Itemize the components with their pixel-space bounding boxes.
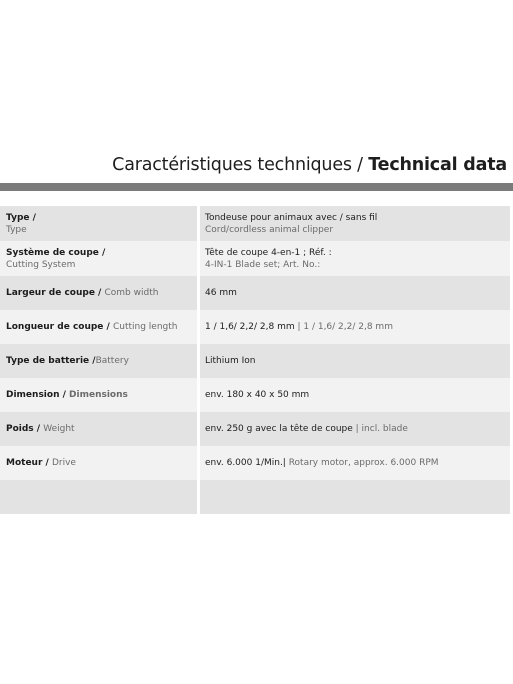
label-english: Type bbox=[6, 224, 27, 235]
value-cell bbox=[200, 378, 510, 412]
label-english: Weight bbox=[43, 424, 75, 434]
value-line bbox=[205, 423, 505, 435]
value-french: 1 / 1,6/ 2,2/ 2,8 mm bbox=[205, 322, 298, 332]
title-english: Technical data bbox=[368, 155, 507, 175]
label-cell bbox=[0, 378, 197, 412]
label-line bbox=[6, 321, 191, 333]
table-row-cutting-system bbox=[0, 241, 510, 276]
value-french: env. 250 g avec la tête de coupe bbox=[205, 424, 353, 434]
value-cell bbox=[200, 446, 510, 480]
value-cell bbox=[200, 344, 510, 378]
value-french: env. 180 x 40 x 50 mm bbox=[205, 390, 310, 400]
label-cell bbox=[0, 206, 197, 241]
value-english: | 1 / 1,6/ 2,2/ 2,8 mm bbox=[297, 322, 393, 332]
label-french: Moteur / bbox=[6, 458, 52, 468]
value-french: 46 mm bbox=[205, 288, 237, 298]
value-french: Tête de coupe 4-en-1 ; Réf. : bbox=[205, 247, 332, 258]
value-english: Rotary motor, approx. 6.000 RPM bbox=[288, 458, 439, 468]
table-row-type bbox=[0, 206, 510, 241]
label-cell bbox=[0, 480, 197, 514]
label-line bbox=[6, 389, 191, 401]
value-french: Tondeuse pour animaux avec / sans fil bbox=[205, 212, 378, 223]
table-row-weight bbox=[0, 412, 510, 446]
label-cell bbox=[0, 241, 197, 276]
label-line bbox=[6, 457, 191, 469]
label-cell bbox=[0, 344, 197, 378]
value-line bbox=[205, 457, 505, 469]
label-french: Dimension / bbox=[6, 390, 70, 400]
label-french: Type / bbox=[6, 212, 36, 223]
title-french: Caractéristiques techniques / bbox=[112, 155, 369, 175]
value-cell bbox=[200, 310, 510, 344]
label-french: Système de coupe / bbox=[6, 247, 106, 258]
value-french: env. 6.000 1/Min.| bbox=[205, 458, 289, 468]
label-french: Longueur de coupe / bbox=[6, 322, 113, 332]
label-english: Drive bbox=[51, 458, 76, 468]
value-english: 4-IN-1 Blade set; Art. No.: bbox=[205, 259, 321, 270]
label-english: Cutting length bbox=[112, 322, 178, 332]
table-row-drive bbox=[0, 446, 510, 480]
value-cell bbox=[200, 241, 510, 276]
table-row-empty bbox=[0, 480, 510, 514]
label-line bbox=[6, 287, 191, 299]
value-english: | incl. blade bbox=[355, 424, 408, 434]
label-english: Comb width bbox=[104, 288, 159, 298]
value-cell bbox=[200, 276, 510, 310]
value-cell bbox=[200, 480, 510, 514]
label-french: Largeur de coupe / bbox=[6, 288, 105, 298]
page-title bbox=[112, 153, 507, 177]
value-french: Lithium Ion bbox=[205, 356, 256, 366]
value-line bbox=[205, 321, 505, 333]
label-line bbox=[6, 355, 191, 367]
table-row-comb-width bbox=[0, 276, 510, 310]
value-cell bbox=[200, 206, 510, 241]
label-line bbox=[6, 423, 191, 435]
label-cell bbox=[0, 310, 197, 344]
label-french: Type de batterie / bbox=[6, 356, 96, 366]
technical-data-table bbox=[0, 206, 510, 514]
label-english: Battery bbox=[95, 356, 129, 366]
label-french: Poids / bbox=[6, 424, 44, 434]
table-row-dimensions bbox=[0, 378, 510, 412]
table-row-cutting-length bbox=[0, 310, 510, 344]
title-divider-bar bbox=[0, 183, 513, 191]
label-english: Cutting System bbox=[6, 259, 76, 270]
label-cell bbox=[0, 412, 197, 446]
value-english: Cord/cordless animal clipper bbox=[205, 224, 334, 235]
table-row-battery bbox=[0, 344, 510, 378]
label-english: Dimensions bbox=[69, 390, 128, 400]
value-cell bbox=[200, 412, 510, 446]
label-cell bbox=[0, 446, 197, 480]
label-cell bbox=[0, 276, 197, 310]
